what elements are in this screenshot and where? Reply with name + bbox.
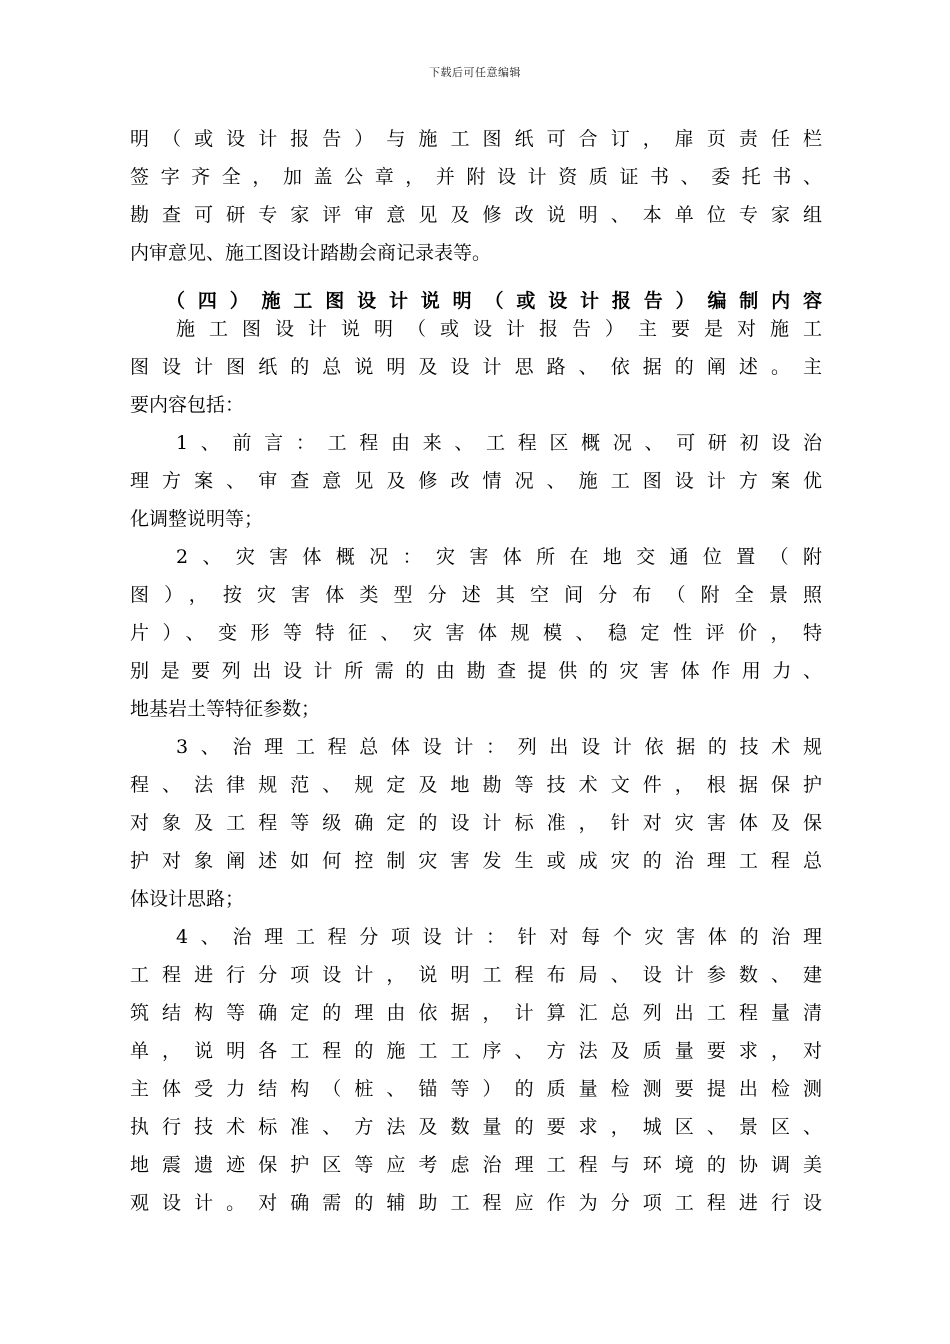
text-line: 单，说明各工程的施工工序、方法及质量要求，对 [130,1040,822,1062]
text-line: 理方案、审查意见及修改情况、施工图设计方案优 [130,470,822,492]
text-line: 工程进行分项设计，说明工程布局、设计参数、建 [130,964,822,986]
text-line: 片）、变形等特征、灾害体规模、稳定性评价，特 [130,622,822,644]
list-item-4: 4、治理工程分项设计：针对每个灾害体的治理 [176,926,822,948]
text-line: 图），按灾害体类型分述其空间分布（附全景照 [130,584,822,606]
text-line: 明（或设计报告）与施工图纸可合订，扉页责任栏 [130,128,822,150]
list-item-1: 1、前言：工程由来、工程区概况、可研初设治 [176,432,822,454]
text-line: 观设计。对确需的辅助工程应作为分项工程进行设 [130,1192,822,1214]
text-line: 程、法律规范、规定及地勘等技术文件，根据保护 [130,774,822,796]
text-line: 内审意见、施工图设计踏勘会商记录表等。 [130,242,492,264]
list-item-3: 3、治理工程总体设计：列出设计依据的技术规 [176,736,822,758]
text-line: 体设计思路； [130,888,245,910]
body-text [130,120,822,1222]
text-line: 执行技术标准、方法及数量的要求，城区、景区、 [130,1116,822,1138]
text-line: 主体受力结构（桩、锚等）的质量检测要提出检测 [130,1078,822,1100]
text-line: 别是要列出设计所需的由勘查提供的灾害体作用力、 [130,660,822,682]
text-line: 护对象阐述如何控制灾害发生或成灾的治理工程总 [130,850,822,872]
list-item-2: 2、灾害体概况：灾害体所在地交通位置（附 [176,546,822,568]
text-line: 图设计图纸的总说明及设计思路、依据的阐述。主 [130,356,822,378]
page-header: 下载后可任意编辑 [429,66,521,79]
text-line: 施工图设计说明（或设计报告）主要是对施工 [176,318,822,340]
text-line: 对象及工程等级确定的设计标准，针对灾害体及保 [130,812,822,834]
text-line: 勘查可研专家评审意见及修改说明、本单位专家组 [130,204,822,226]
text-line: 筑结构等确定的理由依据，计算汇总列出工程量清 [130,1002,822,1024]
text-line: 签字齐全，加盖公章，并附设计资质证书、委托书、 [130,166,822,188]
text-line: 化调整说明等； [130,508,264,530]
text-line: 地基岩土等特征参数； [130,698,321,720]
text-line: 地震遗迹保护区等应考虑治理工程与环境的协调美 [130,1154,822,1176]
text-line: 要内容包括： [130,394,245,416]
section-heading: （四）施工图设计说明（或设计报告）编制内容 [166,290,822,312]
